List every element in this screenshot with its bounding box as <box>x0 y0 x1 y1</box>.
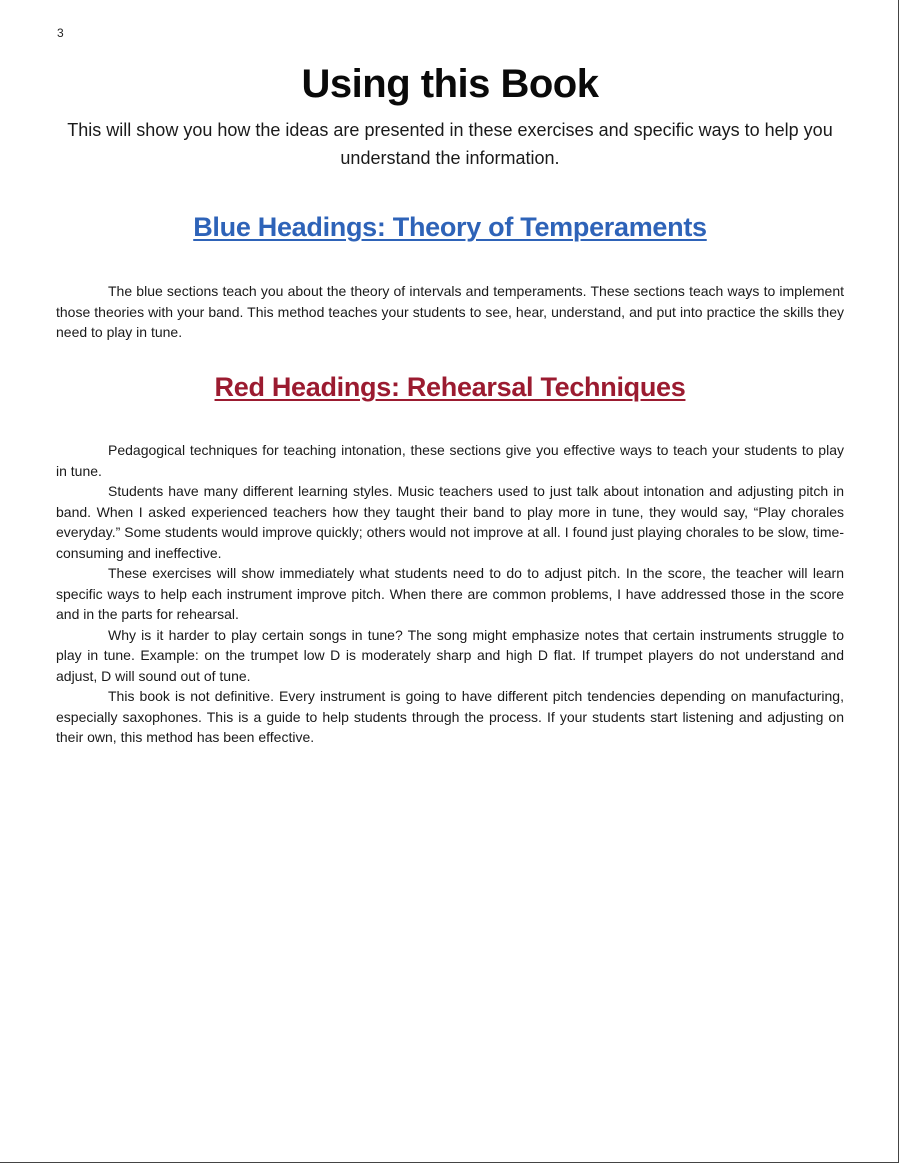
page-subtitle: This will show you how the ideas are presented in these exercises and specific ways to help you understand the information. <box>67 120 833 168</box>
red-section-body <box>56 440 844 748</box>
blue-paragraph: The blue sections teach you about the theory of intervals and temperaments. These sections teach ways to implement those theories with your band. This method teaches your students to see, hear, understand, and put into practice the skills they need to play in tune. <box>56 283 844 340</box>
red-paragraph-3: These exercises will show immediately what students need to do to adjust pitch. In the score, the teacher will learn specific ways to help each instrument improve pitch. When there are common problems, I have addressed those in the score and in the parts for rehearsal. <box>56 565 844 622</box>
red-paragraph-2: Students have many different learning styles. Music teachers used to just talk about intonation and adjusting pitch in band. When I asked experienced teachers how they taught their band to play more in tune, they would say, “Play chorales everyday.” Some students would improve quickly; others would not improve at all. I found just playing chorales to be slow, time-consuming and ineffective. <box>56 483 844 561</box>
red-section-heading: Red Headings: Rehearsal Techniques <box>214 372 686 402</box>
red-paragraph-1: Pedagogical techniques for teaching intonation, these sections give you effective ways to teach your students to play in tune. <box>56 442 844 479</box>
red-paragraph-5: This book is not definitive. Every instrument is going to have different pitch tendencies depending on manufacturing, especially saxophones. This is a guide to help students through the process. If your students start listening and adjusting on their own, this method has been effective. <box>56 688 844 745</box>
page-title: Using this Book <box>301 62 599 106</box>
red-paragraph-4: Why is it harder to play certain songs in tune? The song might emphasize notes that certain instruments struggle to play in tune. Example: on the trumpet low D is moderately sharp and high D flat. If trumpet players do not understand and adjust, D will sound out of tune. <box>56 626 844 684</box>
page-number: 3 <box>57 26 64 40</box>
blue-section-body <box>56 281 844 343</box>
blue-section-heading: Blue Headings: Theory of Temperaments <box>193 212 707 242</box>
